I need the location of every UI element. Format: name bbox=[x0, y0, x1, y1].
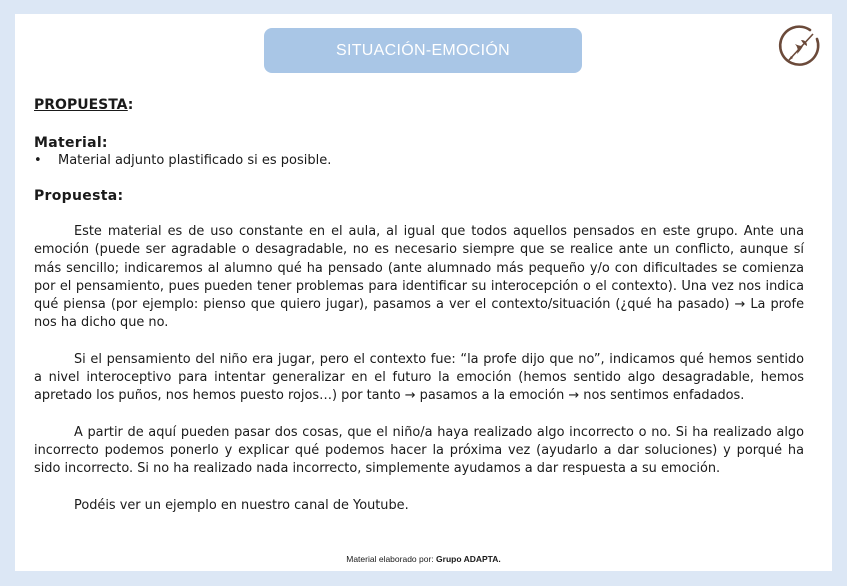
document-page bbox=[15, 14, 832, 571]
paragraph-2: Si el pensamiento del niño era jugar, pero el contexto fue: “la profe dijo que no”, indicamos qué hemos sentido a nivel interoceptivo para intentar generalizar en el futuro la emoción (hemos sentido algo desagradable, hemos apretado los puños, nos hemos puesto rojos…) por tanto → pasamos a la emoción → nos sentimos enfadados. bbox=[34, 351, 804, 404]
material-item: Material adjunto plastificado si es posible. bbox=[58, 153, 332, 168]
bullet: • bbox=[34, 153, 42, 168]
title-banner bbox=[264, 28, 582, 73]
list-item bbox=[34, 152, 804, 170]
dart-feather-icon bbox=[777, 22, 825, 70]
propuesta-heading: Propuesta: bbox=[34, 188, 124, 204]
footer-credit: Material elaborado por: Grupo ADAPTA. bbox=[346, 554, 501, 564]
page-title: SITUACIÓN-EMOCIÓN bbox=[336, 41, 510, 59]
material-heading: Material: bbox=[34, 135, 108, 151]
section-heading: PROPUESTA: bbox=[34, 97, 134, 113]
paragraph-1: Este material es de uso constante en el aula, al igual que todos aquellos pensados en este grupo. Ante una emoción (puede ser agradable o desagradable, no es necesario siempre que se realice ante un conflicto, aunque sí más sencillo; indicaremos al alumno qué ha pensado (ante alumnado más pequeño y/o con dificultades se comienza por el pensamiento, pues pueden tener problemas para identificar su interocepción o el contexto). Una vez nos indica qué piensa (por ejemplo: pienso que quiero jugar), pasamos a ver el contexto/situación (¿qué ha pasado) → La profe nos ha dicho que no. bbox=[34, 224, 804, 331]
document-content bbox=[34, 96, 804, 515]
paragraph-3: A partir de aquí pueden pasar dos cosas, que el niño/a haya realizado algo incorrecto o no. Si ha realizado algo incorrecto podemos ponerlo y explicar qué podemos hacer la próxima vez (ayudarlo a dar soluciones) y porqué ha sido incorrecto. Si no ha realizado nada incorrecto, simplemente ayudamos a dar respuesta a su emoción. bbox=[34, 424, 804, 477]
footer-author: Grupo ADAPTA. bbox=[436, 554, 501, 564]
paragraph-4: Podéis ver un ejemplo en nuestro canal de Youtube. bbox=[74, 497, 409, 513]
